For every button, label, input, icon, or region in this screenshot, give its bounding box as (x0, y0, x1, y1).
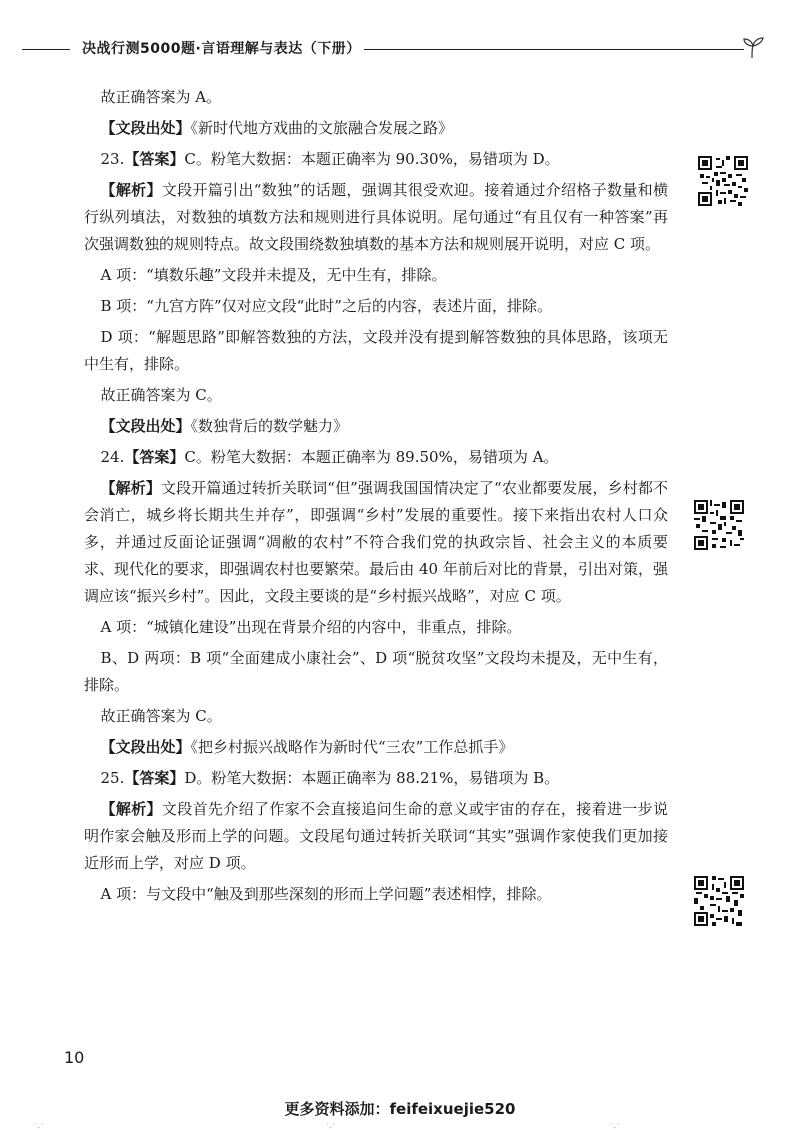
paragraph: B、D 两项：B 项“全面建成小康社会”、D 项“脱贫攻坚”文段均未提及，无中生有，排除。 (84, 649, 668, 694)
answer-tag: 【答案】 (124, 769, 185, 787)
paragraph: A 项：与文段中“触及到那些深刻的形而上学问题”表述相悖，排除。 (100, 885, 552, 903)
paragraph: 【解析】文段首先介绍了作家不会直接追问生命的意义或宇宙的存在，接着进一步说明作家会触及形而上学的问题。文段尾句通过转折关联词“其实”强调作家使我们更加接近形而上学，对应 D 项。 (84, 800, 668, 872)
answer-tag: 【答案】 (124, 448, 185, 466)
paragraph: D 项：“解题思路”即解答数独的方法，文段并没有提到解答数独的具体思路，该项无中生有，排除。 (84, 328, 668, 373)
analysis-tag: 【解析】 (100, 800, 162, 818)
answer-explanations (84, 84, 668, 912)
source-tag: 【文段出处】 (100, 119, 191, 137)
paragraph: B 项：“九宫方阵”仅对应文段“此时”之后的内容，表述片面，排除。 (100, 297, 552, 315)
header-rule-right (364, 49, 744, 50)
question-23-answer: 23.【答案】C。粉笔大数据：本题正确率为 90.30%，易错项为 D。 (100, 150, 560, 168)
paragraph: 【解析】文段开篇通过转折关联词“但”强调我国国情决定了“农业都要发展，乡村都不会消亡，城乡将长期共生并存”，即强调“乡村”发展的重要性。接下来指出农村人口众多，并通过反面论证强调“凋敝的农村”不符合我们党的执政宗旨、社会主义的本质要求、现代化的要求，即强调农村也要繁荣。最后由 40 年前后对比的背景，引出对策，强调应该“振兴乡村”。因此，文段主要谈的是“乡村振兴战略”，对应 C 项。 (84, 479, 668, 605)
qr-code-icon[interactable] (698, 156, 748, 206)
question-24-answer: 24.【答案】C。粉笔大数据：本题正确率为 89.50%，易错项为 A。 (100, 448, 559, 466)
header-title: 决战行测5000题·言语理解与表达（下册） (82, 41, 361, 57)
paragraph: 【文段出处】《新时代地方戏曲的文旅融合发展之路》 (100, 119, 454, 137)
paragraph: A 项：“城镇化建设”出现在背景介绍的内容中，非重点，排除。 (100, 618, 522, 636)
question-25-answer: 25.【答案】D。粉笔大数据：本题正确率为 88.21%，易错项为 B。 (100, 769, 560, 787)
paragraph: 【文段出处】《把乡村振兴战略作为新时代“三农”工作总抓手》 (100, 738, 514, 756)
qr-code-icon[interactable] (694, 500, 744, 550)
footer-note: 更多资料添加：feifeixuejie520 (284, 1100, 516, 1118)
header-rule-left (22, 49, 70, 50)
paragraph: 故正确答案为 C。 (100, 707, 222, 725)
qr-code-icon[interactable] (694, 876, 744, 926)
sprout-icon (738, 36, 768, 60)
page-number: 10 (64, 1048, 85, 1067)
answer-tag: 【答案】 (124, 150, 185, 168)
running-header (22, 36, 762, 60)
paragraph: A 项：“填数乐趣”文段并未提及，无中生有，排除。 (100, 266, 447, 284)
source-tag: 【文段出处】 (100, 738, 191, 756)
paragraph: 【解析】文段开篇引出“数独”的话题，强调其很受欢迎。接着通过介绍格子数量和横行纵列填法，对数独的填数方法和规则进行具体说明。尾句通过“有且仅有一种答案”再次强调数独的规则特点。故文段围绕数独填数的基本方法和规则展开说明，对应 C 项。 (84, 181, 668, 253)
scan-speck: ·ˍ· (34, 1120, 44, 1129)
analysis-tag: 【解析】 (100, 479, 161, 497)
scan-speck: ·ˍ· (610, 1120, 620, 1129)
analysis-tag: 【解析】 (100, 181, 162, 199)
scan-speck: ·ˍ· (326, 1120, 336, 1129)
source-tag: 【文段出处】 (100, 417, 191, 435)
paragraph: 故正确答案为 C。 (100, 386, 222, 404)
paragraph: 故正确答案为 A。 (100, 88, 222, 106)
paragraph: 【文段出处】《数独背后的数学魅力》 (100, 417, 349, 435)
